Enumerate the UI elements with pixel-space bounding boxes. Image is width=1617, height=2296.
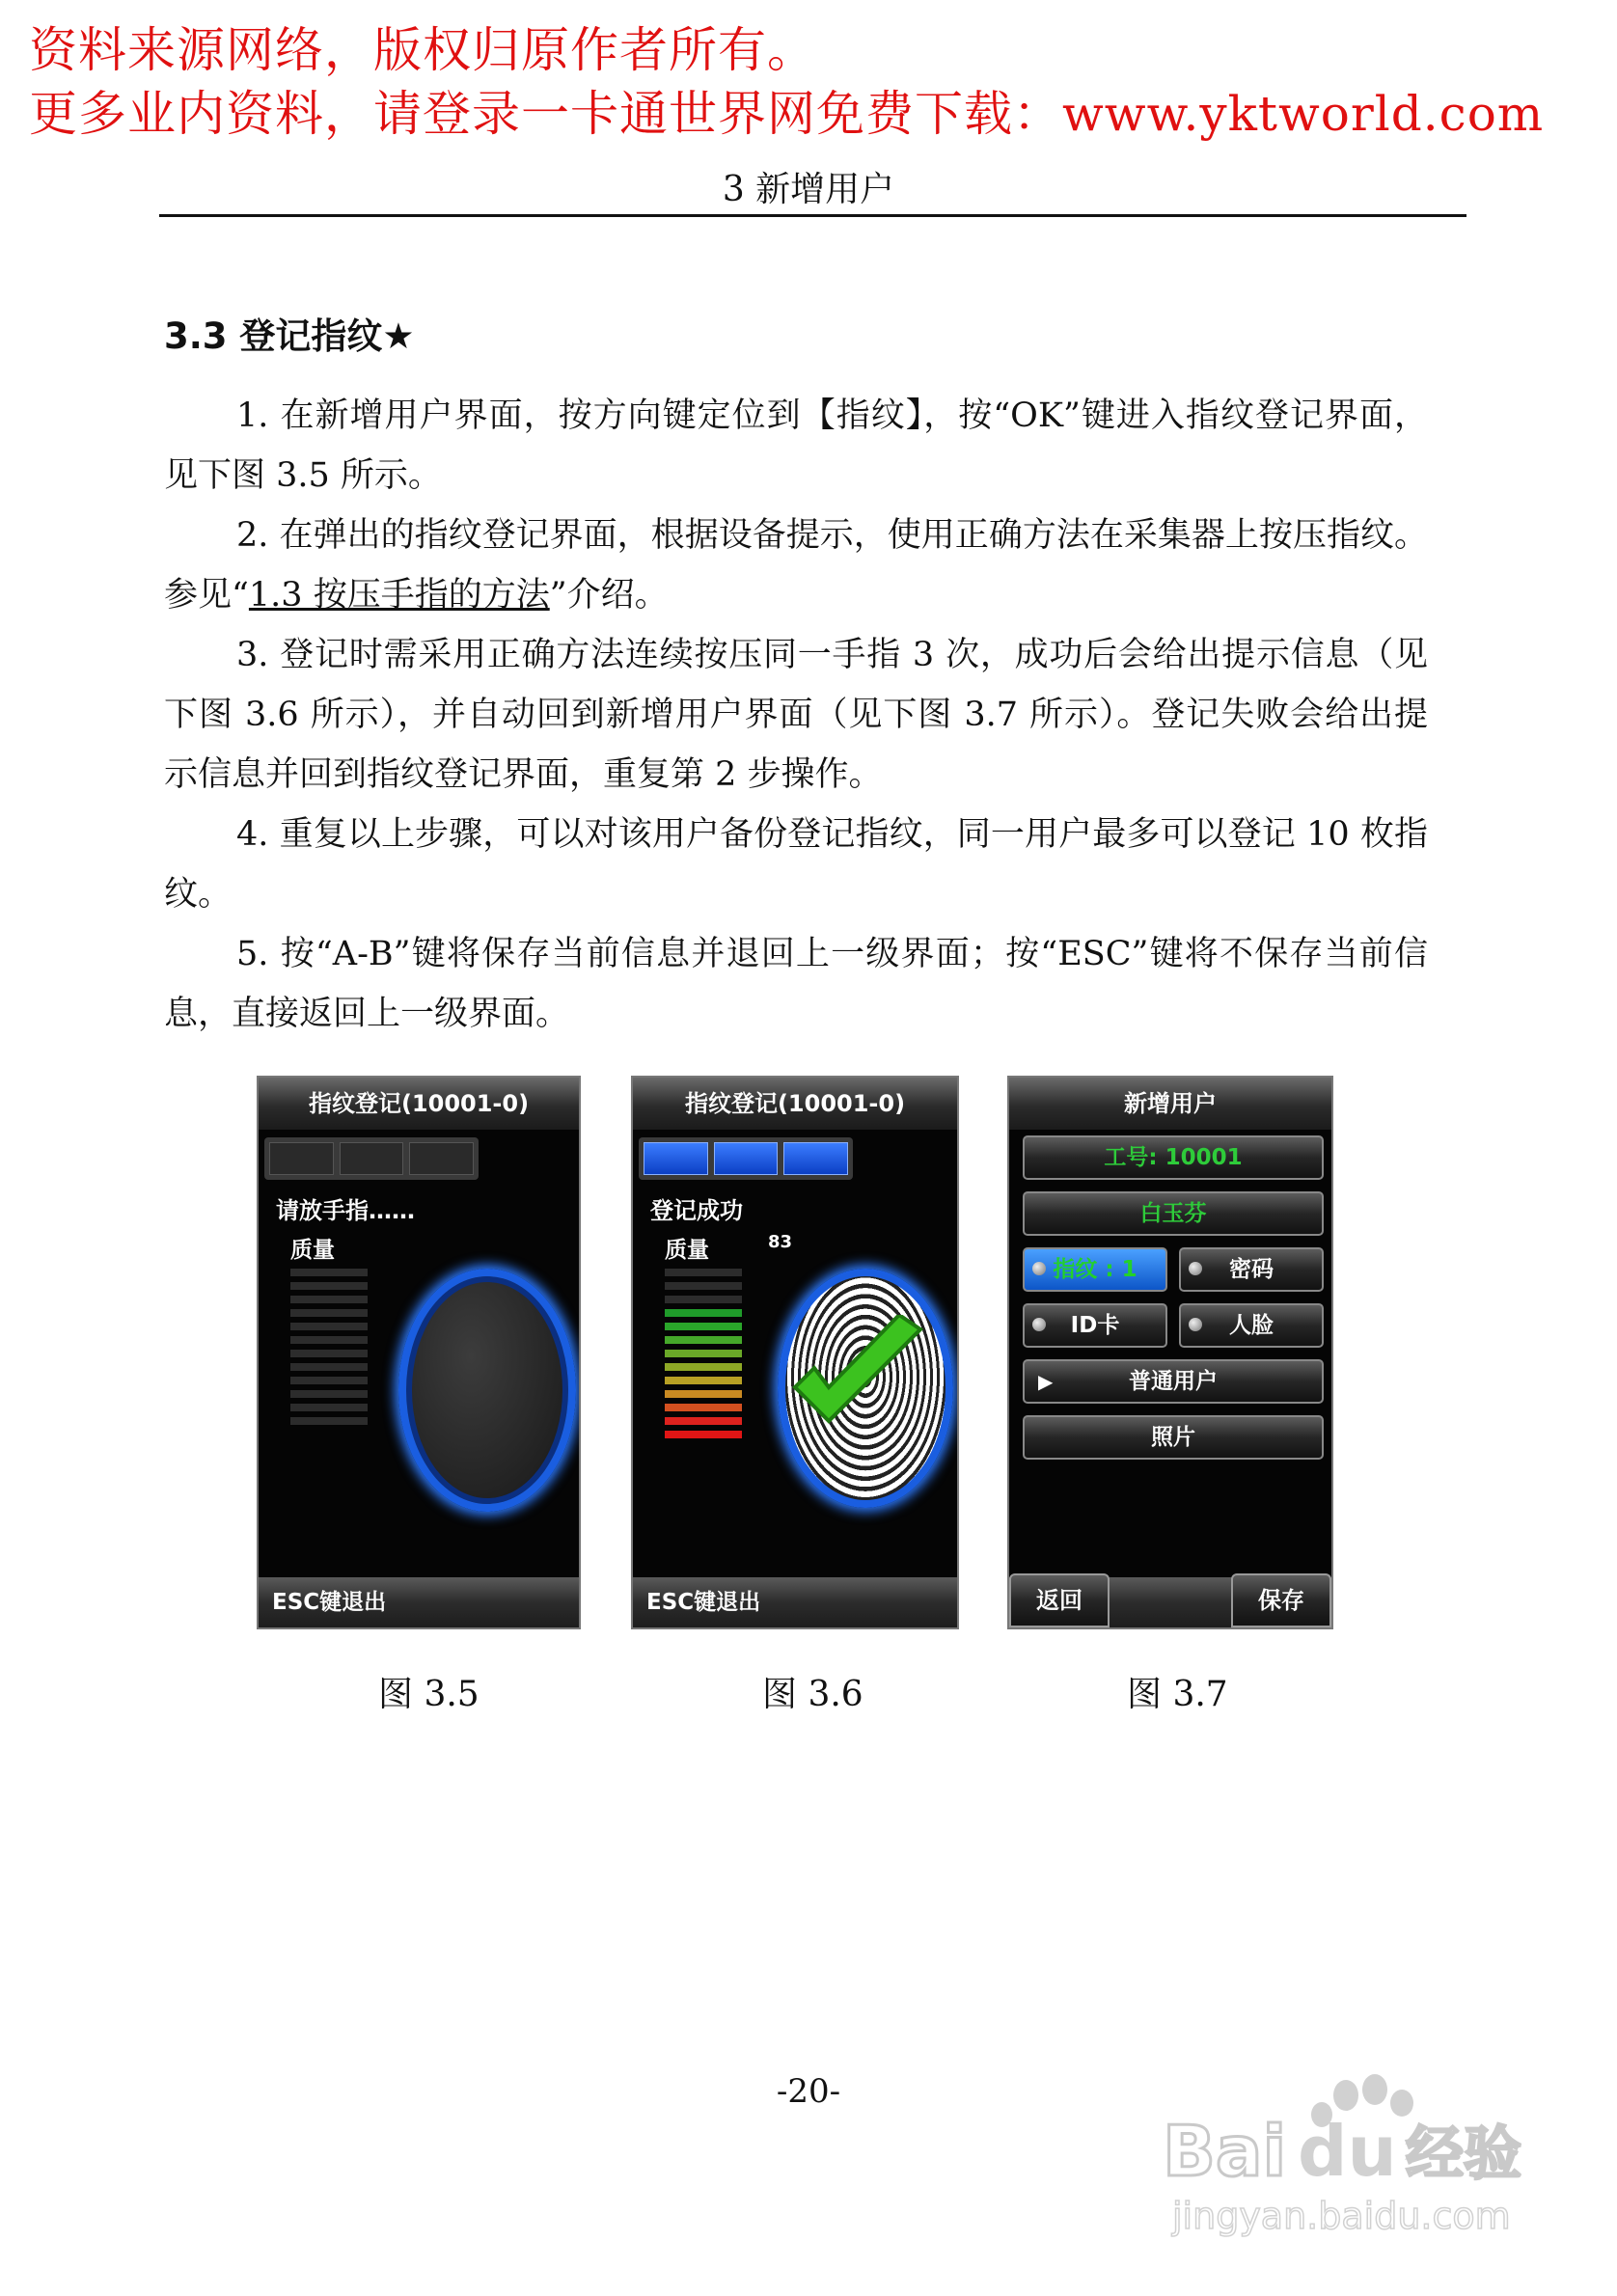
figure-3-7-screen xyxy=(1009,1078,1331,1627)
svg-text:经验: 经验 xyxy=(1406,2120,1521,2188)
quality-bar xyxy=(290,1350,368,1357)
figure-3-6-screen xyxy=(633,1078,957,1627)
quality-bar xyxy=(665,1363,742,1371)
quality-label: 质量 xyxy=(665,1238,709,1263)
fingerprint-button-label: 指纹 : 1 xyxy=(1053,1257,1137,1282)
user-id-field[interactable]: 工号: 10001 xyxy=(1023,1135,1324,1180)
quality-bar xyxy=(665,1390,742,1398)
quality-meter xyxy=(665,1269,742,1444)
section-title: 3.3 登记指纹★ xyxy=(164,315,415,357)
quality-bar xyxy=(665,1269,742,1276)
paragraph-2-text: 2. 在弹出的指纹登记界面，根据设备提示，使用正确方法在采集器上按压指纹。参见“ xyxy=(164,516,1428,615)
figure-3-6-caption: 图 3.6 xyxy=(762,1675,863,1714)
fingerprint-image-icon xyxy=(778,1269,953,1508)
screen-title: 指纹登记(10001-0) xyxy=(633,1078,957,1130)
quality-bar xyxy=(665,1417,742,1425)
radio-icon xyxy=(1032,1318,1046,1331)
quality-bar xyxy=(290,1377,368,1384)
radio-icon xyxy=(1189,1262,1202,1275)
quality-bar xyxy=(290,1417,368,1425)
enroll-steps xyxy=(639,1137,853,1180)
quality-value: 83 xyxy=(768,1232,793,1252)
success-checkmark-icon xyxy=(785,1315,930,1450)
quality-bar xyxy=(290,1404,368,1411)
quality-bar xyxy=(665,1282,742,1290)
screen-footer: ESC键退出 xyxy=(633,1577,957,1627)
baidu-jingyan-logo xyxy=(1153,2074,1539,2243)
id-card-button-label: ID卡 xyxy=(1070,1313,1120,1338)
page-number: -20- xyxy=(776,2072,841,2111)
svg-text:jingyan.baidu.com: jingyan.baidu.com xyxy=(1172,2195,1511,2237)
step-indicator xyxy=(340,1142,404,1175)
method-link[interactable]: 1.3 按压手指的方法 xyxy=(248,576,550,615)
paragraph-4: 4. 重复以上步骤，可以对该用户备份登记指纹，同一用户最多可以登记 10 枚指纹。 xyxy=(164,815,1428,914)
quality-bar xyxy=(290,1282,368,1290)
user-name-field[interactable]: 白玉芬 xyxy=(1023,1191,1324,1236)
figure-3-5-screen xyxy=(259,1078,579,1627)
step-indicator xyxy=(783,1142,848,1175)
quality-bar xyxy=(665,1336,742,1344)
running-header: 3 新增用户 xyxy=(722,170,895,209)
quality-bar xyxy=(665,1309,742,1317)
step-indicator xyxy=(269,1142,334,1175)
quality-meter xyxy=(290,1269,368,1431)
step-indicator xyxy=(409,1142,474,1175)
quality-bar xyxy=(290,1336,368,1344)
watermark-line-2: 更多业内资料，请登录一卡通世界网免费下载：www.yktworld.com xyxy=(29,86,1545,142)
enroll-success-text: 登记成功 xyxy=(650,1197,743,1224)
screen-footer: ESC键退出 xyxy=(259,1577,579,1627)
fingerprint-button[interactable] xyxy=(1023,1247,1167,1292)
id-card-button[interactable] xyxy=(1023,1303,1167,1348)
face-button[interactable] xyxy=(1179,1303,1324,1348)
quality-bar xyxy=(290,1309,368,1317)
place-finger-prompt: 请放手指…… xyxy=(276,1197,415,1224)
face-button-label: 人脸 xyxy=(1229,1313,1274,1338)
paragraph-2 xyxy=(164,506,1428,625)
user-role-label: 普通用户 xyxy=(1129,1369,1218,1394)
password-button[interactable] xyxy=(1179,1247,1324,1292)
fingerprint-sensor-icon xyxy=(398,1269,576,1512)
quality-bar xyxy=(290,1390,368,1398)
paragraph-1: 1. 在新增用户界面，按方向键定位到【指纹】，按“OK”键进入指纹登记界面，见下图 3.5 所示。 xyxy=(164,396,1428,495)
screen-title: 新增用户 xyxy=(1009,1078,1331,1130)
quality-bar xyxy=(290,1269,368,1276)
quality-bar xyxy=(290,1323,368,1330)
svg-text:Bai: Bai xyxy=(1163,2111,1287,2192)
step-indicator xyxy=(644,1142,708,1175)
enroll-steps xyxy=(264,1137,479,1180)
password-button-label: 密码 xyxy=(1229,1257,1274,1282)
watermark-line-1: 资料来源网络，版权归原作者所有。 xyxy=(29,22,816,78)
quality-bar xyxy=(290,1363,368,1371)
quality-bar xyxy=(290,1296,368,1303)
figure-3-5-caption: 图 3.5 xyxy=(378,1675,480,1714)
step-indicator xyxy=(714,1142,779,1175)
radio-icon xyxy=(1032,1262,1046,1275)
screen-title: 指纹登记(10001-0) xyxy=(259,1078,579,1130)
quality-bar xyxy=(665,1431,742,1438)
svg-text:du: du xyxy=(1298,2111,1397,2192)
quality-bar xyxy=(665,1350,742,1357)
back-button[interactable]: 返回 xyxy=(1009,1573,1110,1627)
paragraph-5: 5. 按“A-B”键将保存当前信息并退回上一级界面；按“ESC”键将不保存当前信息，直接返回上一级界面。 xyxy=(164,935,1428,1033)
quality-bar xyxy=(665,1296,742,1303)
header-rule xyxy=(159,214,1466,217)
user-role-button[interactable] xyxy=(1023,1359,1324,1404)
quality-bar xyxy=(665,1404,742,1411)
figure-3-7-caption: 图 3.7 xyxy=(1127,1675,1228,1714)
quality-label: 质量 xyxy=(290,1238,335,1263)
quality-bar xyxy=(665,1377,742,1384)
save-button[interactable]: 保存 xyxy=(1231,1573,1331,1627)
photo-button[interactable]: 照片 xyxy=(1023,1415,1324,1460)
radio-icon xyxy=(1189,1318,1202,1331)
quality-bar xyxy=(665,1323,742,1330)
paragraph-2-tail: ”介绍。 xyxy=(549,576,669,615)
play-arrow-icon: ▶ xyxy=(1038,1370,1054,1393)
paragraph-3: 3. 登记时需采用正确方法连续按压同一手指 3 次，成功后会给出提示信息（见下图 3.6 所示），并自动回到新增用户界面（见下图 3.7 所示）。登记失败会给出提示信息并回到指纹登记界面，重复第 2 步操作。 xyxy=(164,636,1428,794)
